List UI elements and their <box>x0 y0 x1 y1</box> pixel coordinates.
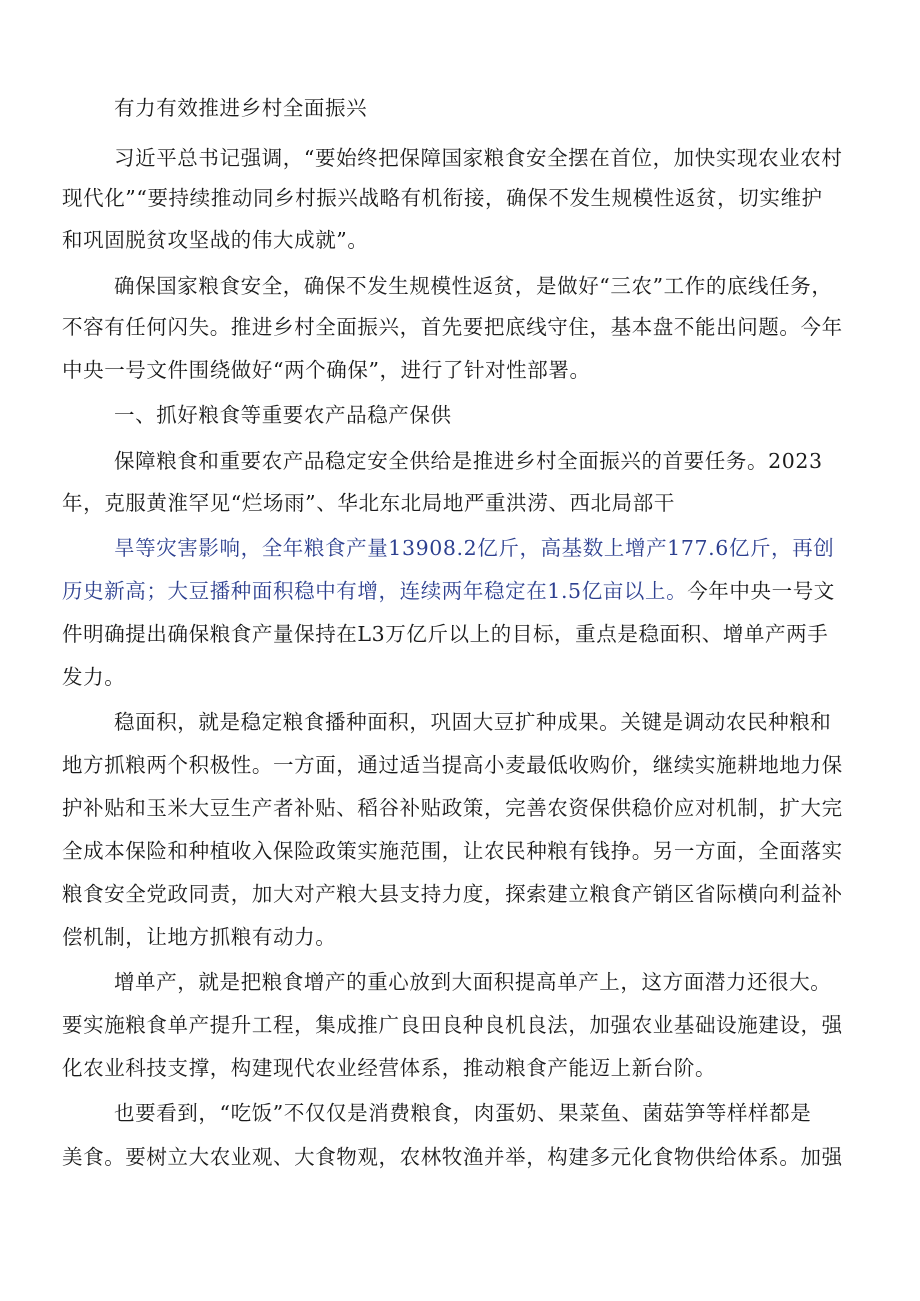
paragraph-line: 现代化”“要持续推动同乡村振兴战略有机衔接，确保不发生规模性返贫，切实维护 <box>62 186 823 210</box>
document-title: 有力有效推进乡村全面振兴 <box>114 96 368 120</box>
section-heading: 一、抓好粮食等重要农产品稳产保供 <box>114 403 452 427</box>
highlighted-line: 旱等灾害影响，全年粮食产量13908.2亿斤，高基数上增产177.6亿斤，再创 <box>114 536 835 560</box>
paragraph-text: 今年中央一号文 <box>687 579 835 603</box>
paragraph-line: 粮食安全党政同责，加大对产粮大县支持力度，探索建立粮食产销区省际横向利益补 <box>62 882 843 906</box>
paragraph-line: 地方抓粮两个积极性。一方面，通过适当提高小麦最低收购价，继续实施耕地地力保 <box>62 753 843 777</box>
paragraph-line: 保障粮食和重要农产品稳定安全供给是推进乡村全面振兴的首要任务。2023 <box>114 449 823 473</box>
paragraph-line: 稳面积，就是稳定粮食播种面积，巩固大豆扩种成果。关键是调动农民种粮和 <box>114 710 832 734</box>
paragraph-line: 件明确提出确保粮食产量保持在L3万亿斤以上的目标，重点是稳面积、增单产两手 <box>62 622 829 646</box>
paragraph-line: 年，克服黄淮罕见“烂场雨”、华北东北局地严重洪涝、西北局部干 <box>62 491 675 515</box>
paragraph-line: 护补贴和玉米大豆生产者补贴、稻谷补贴政策，完善农资保供稳价应对机制，扩大完 <box>62 796 843 820</box>
paragraph-line: 习近平总书记强调，“要始终把保障国家粮食安全摆在首位，加快实现农业农村 <box>114 146 843 170</box>
paragraph-line: 和巩固脱贫攻坚战的伟大成就”。 <box>62 228 369 252</box>
paragraph-line: 全成本保险和种植收入保险政策实施范围，让农民种粮有钱挣。另一方面，全面落实 <box>62 839 843 863</box>
paragraph-line: 增单产，就是把粮食增产的重心放到大面积提高单产上，这方面潜力还很大。 <box>114 970 832 994</box>
paragraph-line: 偿机制，让地方抓粮有动力。 <box>62 925 337 949</box>
paragraph-line: 不容有任何闪失。推进乡村全面振兴，首先要把底线守住，基本盘不能出问题。今年 <box>62 315 843 339</box>
paragraph-line: 确保国家粮食安全，确保不发生规模性返贫，是做好“三农”工作的底线任务， <box>114 274 833 298</box>
paragraph-line: 美食。要树立大农业观、大食物观，农林牧渔并举，构建多元化食物供给体系。加强 <box>62 1145 843 1169</box>
paragraph-line: 要实施粮食单产提升工程，集成推广良田良种良机良法，加强农业基础设施建设，强 <box>62 1013 843 1037</box>
highlighted-text: 历史新高；大豆播种面积稳中有增，连续两年稳定在1.5亿亩以上。 <box>62 579 688 603</box>
paragraph-line: 发力。 <box>62 665 126 689</box>
paragraph-line <box>62 576 882 606</box>
paragraph-line: 中央一号文件围绕做好“两个确保”，进行了针对性部署。 <box>62 358 591 382</box>
paragraph-line: 也要看到，“吃饭”不仅仅是消费粮食，肉蛋奶、果菜鱼、菌菇笋等样样都是 <box>114 1101 812 1125</box>
paragraph-line: 化农业科技支撑，构建现代农业经营体系，推动粮食产能迈上新台阶。 <box>62 1056 717 1080</box>
